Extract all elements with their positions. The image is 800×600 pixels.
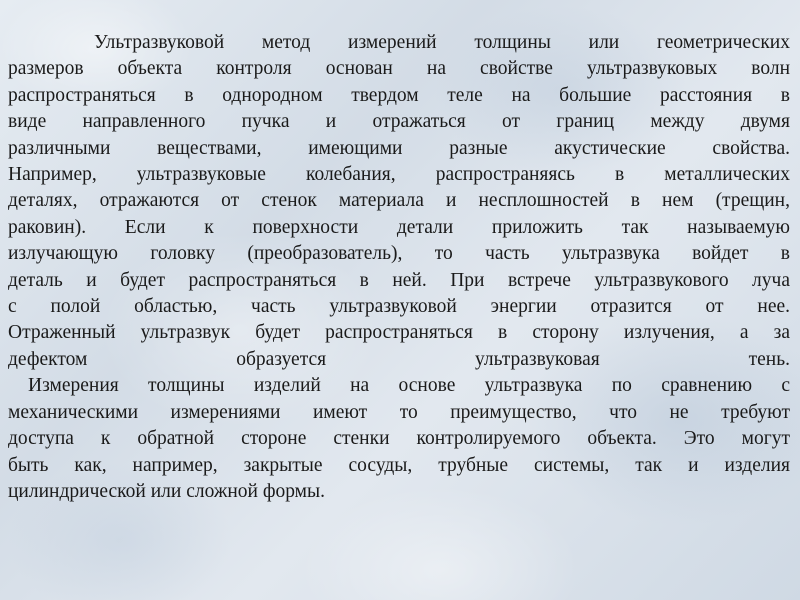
text-line: деталь и будет распространяться в ней. При встрече ультразвукового луча bbox=[8, 269, 790, 291]
text-line: различными веществами, имеющими разные акустические свойства. bbox=[8, 137, 790, 159]
text-line: механическими измерениями имеют то преимущество, что не требуют bbox=[8, 401, 790, 423]
text-line: с полой областью, часть ультразвуковой энергии отразится от нее. bbox=[8, 296, 790, 318]
text-line: излучающую головку (преобразователь), то часть ультразвука войдет в bbox=[8, 243, 790, 265]
text-line: распространяться в однородном твердом теле на большие расстояния в bbox=[8, 84, 790, 106]
text-line: деталях, отражаются от стенок материала и несплошностей в нем (трещин, bbox=[8, 190, 790, 212]
slide-page bbox=[8, 30, 790, 590]
text-line: раковин). Если к поверхности детали приложить так называемую bbox=[8, 216, 790, 238]
text-line: доступа к обратной стороне стенки контролируемого объекта. Это могут bbox=[8, 428, 790, 450]
body-text bbox=[8, 30, 790, 505]
text-line: быть как, например, закрытые сосуды, трубные системы, так и изделия bbox=[8, 454, 790, 476]
text-line: размеров объекта контроля основан на свойстве ультразвуковых волн bbox=[8, 58, 790, 80]
text-line: Отраженный ультразвук будет распространяться в сторону излучения, а за bbox=[8, 322, 790, 344]
paragraph-1 bbox=[8, 30, 790, 373]
text-line: цилиндрической или сложной формы. bbox=[8, 480, 325, 502]
text-line: Измерения толщины изделий на основе ультразвука по сравнению с bbox=[28, 375, 790, 397]
text-line: Ультразвуковой метод измерений толщины или геометрических bbox=[94, 32, 790, 53]
text-line: дефектом образуется ультразвуковая тень. bbox=[8, 348, 790, 370]
paragraph-2 bbox=[8, 373, 790, 505]
text-line: виде направленного пучка и отражаться от границ между двумя bbox=[8, 111, 790, 133]
text-line: Например, ультразвуковые колебания, распространяясь в металлических bbox=[8, 164, 790, 186]
